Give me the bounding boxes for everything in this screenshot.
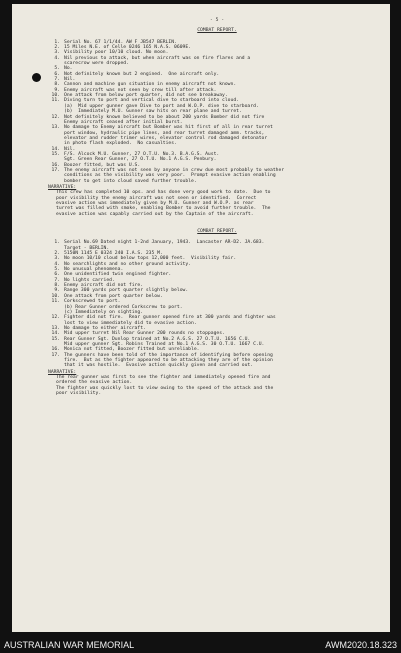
item-text: Nil.: [64, 146, 76, 152]
item-number: 13.: [51, 325, 60, 331]
item-number: 7.: [54, 277, 60, 283]
report-2-items: [48, 240, 386, 368]
item-number: 5.: [54, 66, 60, 72]
report-2-narrative: The rear gunner was first to see the fighter and immediately opened fire and ordered the evasive action. The fighter was quickly lost to view owing to the speed of the attack and the poor visibility.: [56, 374, 274, 396]
item-number: 15.: [51, 336, 60, 342]
item-text: One attack from port quarter below.: [64, 293, 163, 299]
item-number: 3.: [54, 50, 60, 56]
item-number: 14.: [51, 331, 60, 337]
item-text: The enemy aircraft was not seen by anyone in crew due most probably to weather conditions as the visibility was very poor. Prompt evasive action enabling bomber to get into cloud saved further trouble.: [64, 167, 285, 184]
item-text: Fighter did not fire. Rear gunner opened fire at 300 yards and fighter was lost to view immediately did to evasive action.: [64, 315, 276, 326]
report-2-narrative-label: NARRATIVE:: [48, 369, 77, 375]
item-number: 12.: [51, 114, 60, 120]
item-number: 4.: [54, 55, 60, 61]
item-text: 15 Miles N.E. of Celle 0246 165 N.A.S. 0609E.: [64, 45, 191, 51]
item-number: 8.: [54, 283, 60, 289]
item-text: Monica not fitted, Boozer fitted but unreliable.: [64, 347, 200, 353]
document-sheet: [12, 4, 390, 632]
item-number: 1.: [54, 240, 60, 246]
item-number: 16.: [51, 162, 60, 168]
item-number: 1.: [54, 39, 60, 45]
report-item: [48, 315, 386, 326]
report-1-narrative: This crew has completed 10 ops. and has done very good work to date. Due to poor visibility the enemy aircraft was not seen or identified. Correct evasive action was immediately given by M.U. Gunner and W.O.P. as rear turret was filled with smoke, enabling Bomber to avoid further trouble. The evasive action was capably carried out by the Captain of the aircraft.: [56, 190, 271, 217]
item-number: 3.: [54, 256, 60, 262]
report-1-narrative-label: NARRATIVE:: [48, 184, 77, 190]
item-number: 14.: [51, 146, 60, 152]
item-text: Nil previous to attack, but when aircraft was on fire flares and a scarecrow were dropped.: [64, 55, 251, 67]
report-item: [48, 152, 386, 163]
report-1-title: COMBAT REPORT.: [197, 28, 237, 34]
archive-footer: [0, 636, 401, 653]
item-number: 7.: [54, 77, 60, 83]
item-text: Mid upper turret Nil Rear Gunner 200 rounds no stoppages.: [64, 331, 225, 337]
item-text: No damage to either aircraft.: [64, 325, 146, 331]
item-number: 6.: [54, 272, 60, 278]
item-text: Diving turn to port and vertical dive to starboard into cloud. (a) Mid upper gunner gave Dive to port and W.O.P. dive to starboard. (b) Immediately M.U. Gunner saw hits on rear plane and turret.: [64, 98, 259, 115]
item-number: 10.: [51, 293, 60, 299]
report-item: [48, 125, 386, 146]
item-number: 12.: [51, 315, 60, 321]
item-number: 8.: [54, 82, 60, 88]
report-2-title: COMBAT REPORT.: [197, 229, 237, 235]
item-number: 11.: [51, 299, 60, 305]
item-text: No damage to Enemy aircraft but Bomber was hit first of all in rear turret port window, hydraulic pipe lines, and rear turret damaged amm. tracks, elevator and rudder trimer wires, elevator control rod damaged detonator in photo flash exploded. No casualties.: [64, 125, 273, 147]
item-text: Serial No.69 Dated night 1-2nd January, 1943. Lancaster AR-D2. JA.683. Target - BERLIN.: [64, 240, 265, 251]
item-text: Range 300 yards port quarter slightly below.: [64, 288, 189, 294]
item-text: Enemy aircraft did not fire.: [64, 283, 144, 289]
item-text: Enemy aircraft was not seen by crew till after attack.: [64, 87, 217, 93]
page-number: - 5 -: [209, 18, 225, 23]
item-text: Not definitely known believed to be about 200 yards Bomber did not fire Enemy aircraft ceased after initial burst.: [64, 114, 265, 125]
item-number: 11.: [51, 98, 60, 104]
item-text: Boozer fitted, but was U.S.: [64, 162, 141, 168]
punch-hole: [32, 73, 41, 82]
item-number: 10.: [51, 93, 60, 99]
item-text: No lights carried.: [64, 277, 115, 283]
report-item: [48, 240, 386, 251]
item-text: Nil.: [64, 77, 76, 83]
item-number: 2.: [54, 251, 60, 257]
item-number: 6.: [54, 71, 60, 77]
report-item: [48, 299, 386, 315]
item-number: 16.: [51, 347, 60, 353]
report-1-items: [48, 40, 386, 184]
item-number: 17.: [51, 167, 60, 173]
item-text: Visibility poor 10/10 cloud. No moon.: [64, 50, 169, 56]
item-text: One unidentified twin engined fighter.: [64, 272, 172, 278]
item-text: No searchlights and no other ground activity.: [64, 261, 191, 267]
report-item: [48, 56, 386, 67]
item-number: 9.: [54, 87, 60, 93]
item-text: F/S. Alcock M.U. Gunner, 27 O.T.U. No.3. B.A.G.S. Aust. Sgt. Green Rear Gunner, 27 O.T.U. No.1 A.G.S. Penbury.: [64, 151, 220, 163]
item-text: No unusual phenomena.: [64, 267, 124, 273]
item-number: 15.: [51, 151, 60, 157]
item-text: Serial No. 67 1/1/44. AW F JB547 BERLIN.: [64, 39, 177, 45]
item-number: 5.: [54, 267, 60, 273]
item-number: 4.: [54, 261, 60, 267]
item-number: 9.: [54, 288, 60, 294]
report-item: [48, 98, 386, 114]
item-text: One attack from below port quarter, did not see breakaway.: [64, 93, 228, 99]
item-text: The gunners have been told of the importance of identifying before opening fire. But as the fighter appeared to be attacking they are of the opinion that it was hostile. Evasive action quickly given and carried out.: [64, 352, 273, 369]
item-number: 2.: [54, 45, 60, 51]
document-body: [48, 18, 386, 396]
item-text: Rear Gunner Sgt. Dunlop trained at No.2 A.G.S. 27 O.T.U. 1656 C.U. Mid upper gunner Sgt. Robins Trained at No.1 A.G.S. 30 O.T.U. 1667 C.U.: [64, 336, 265, 347]
report-item: [48, 168, 386, 184]
item-text: Corkscrewed to port. (b) Rear Gunner ordered Corkscrew to port. (c) Immediately on sighting.: [64, 299, 183, 315]
footer-accession-number: AWM2020.18.323: [325, 640, 397, 650]
report-item: [48, 353, 386, 369]
item-text: Cannon and machine gun situation in enemy aircraft not known.: [64, 82, 237, 88]
footer-institution: AUSTRALIAN WAR MEMORIAL: [4, 640, 135, 650]
item-text: Not definitely known but 2 engined. One aircraft only.: [64, 71, 220, 77]
item-number: 17.: [51, 352, 60, 358]
item-text: 5150N 1145 E 0324 240 I.A.S. 235 M.: [64, 251, 163, 257]
item-text: No.: [64, 66, 73, 72]
report-item: [48, 115, 386, 126]
item-text: No moon 10/10 cloud below tops 12,000 feet. Visibility fair.: [64, 256, 237, 262]
item-number: 13.: [51, 125, 60, 131]
report-item: [48, 337, 386, 348]
